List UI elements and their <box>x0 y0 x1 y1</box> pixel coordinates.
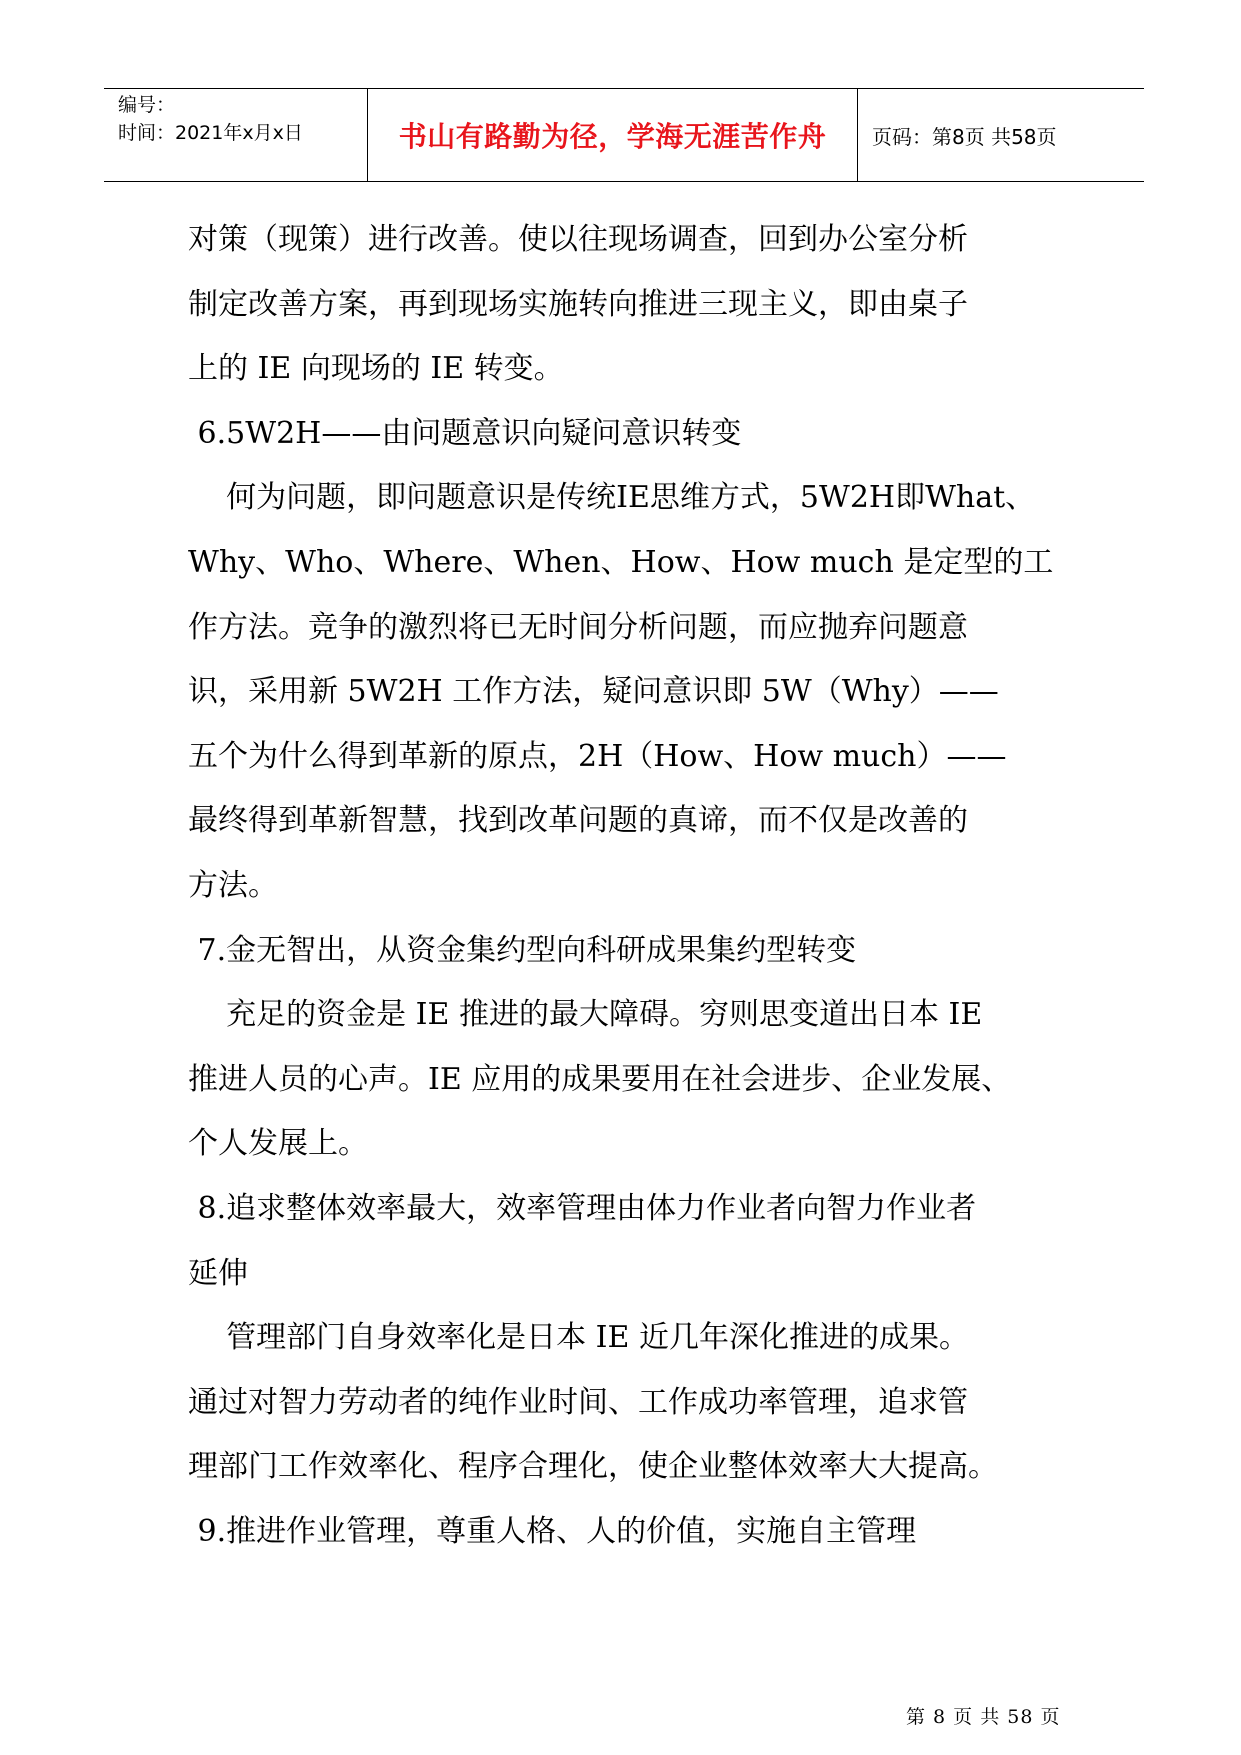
header-motto: 书山有路勤为径，学海无涯苦作舟 <box>368 89 858 181</box>
section-heading: 6.5W2H——由问题意识向疑问意识转变 <box>188 415 742 451</box>
section-heading: 9.推进作业管理，尊重人格、人的价值，实施自主管理 <box>188 1513 917 1549</box>
text-line: 延伸 <box>188 1255 248 1291</box>
text-line: 作方法。竞争的激烈将已无时间分析问题，而应抛弃问题意 <box>188 609 968 645</box>
text-line: 何为问题，即问题意识是传统IE思维方式，5W2H即What、 <box>188 480 1036 516</box>
text-line: 推进人员的心声。IE 应用的成果要用在社会进步、企业发展、 <box>188 1061 1012 1097</box>
text-line: 最终得到革新智慧，找到改革问题的真谛，而不仅是改善的 <box>188 803 968 839</box>
text-line: Why、Who、Where、When、How、How much 是定型的工 <box>188 544 1054 580</box>
section-heading: 8.追求整体效率最大，效率管理由体力作业者向智力作业者 <box>188 1190 977 1226</box>
text-line: 对策（现策）进行改善。使以往现场调查，回到办公室分析 <box>188 222 968 257</box>
text-line: 管理部门自身效率化是日本 IE 近几年深化推进的成果。 <box>188 1320 969 1356</box>
page-header <box>104 88 1144 182</box>
header-page-info: 页码：第8页 共58页 <box>872 124 1057 149</box>
text-line: 个人发展上。 <box>188 1126 368 1162</box>
text-line: 通过对智力劳动者的纯作业时间、工作成功率管理，追求管 <box>188 1384 968 1420</box>
text-line: 充足的资金是 IE 推进的最大障碍。穷则思变道出日本 IE <box>188 997 983 1033</box>
text-line: 理部门工作效率化、程序合理化，使企业整体效率大大提高。 <box>188 1449 998 1485</box>
text-line: 识，采用新 5W2H 工作方法，疑问意识即 5W（Why）—— <box>188 674 999 710</box>
header-meta <box>104 89 368 181</box>
page-footer: 第 8 页 共 58 页 <box>906 1706 1061 1728</box>
text-line: 上的 IE 向现场的 IE 转变。 <box>188 351 564 387</box>
time-label: 时间：2021年x月x日 <box>118 122 303 144</box>
number-label: 编号： <box>118 94 176 116</box>
text-line: 五个为什么得到革新的原点，2H（How、How much）—— <box>188 738 1007 774</box>
document-body <box>188 208 1060 1564</box>
section-heading: 7.金无智出，从资金集约型向科研成果集约型转变 <box>188 932 857 968</box>
text-line: 制定改善方案，再到现场实施转向推进三现主义，即由桌子 <box>188 286 968 322</box>
text-line: 方法。 <box>188 867 278 903</box>
